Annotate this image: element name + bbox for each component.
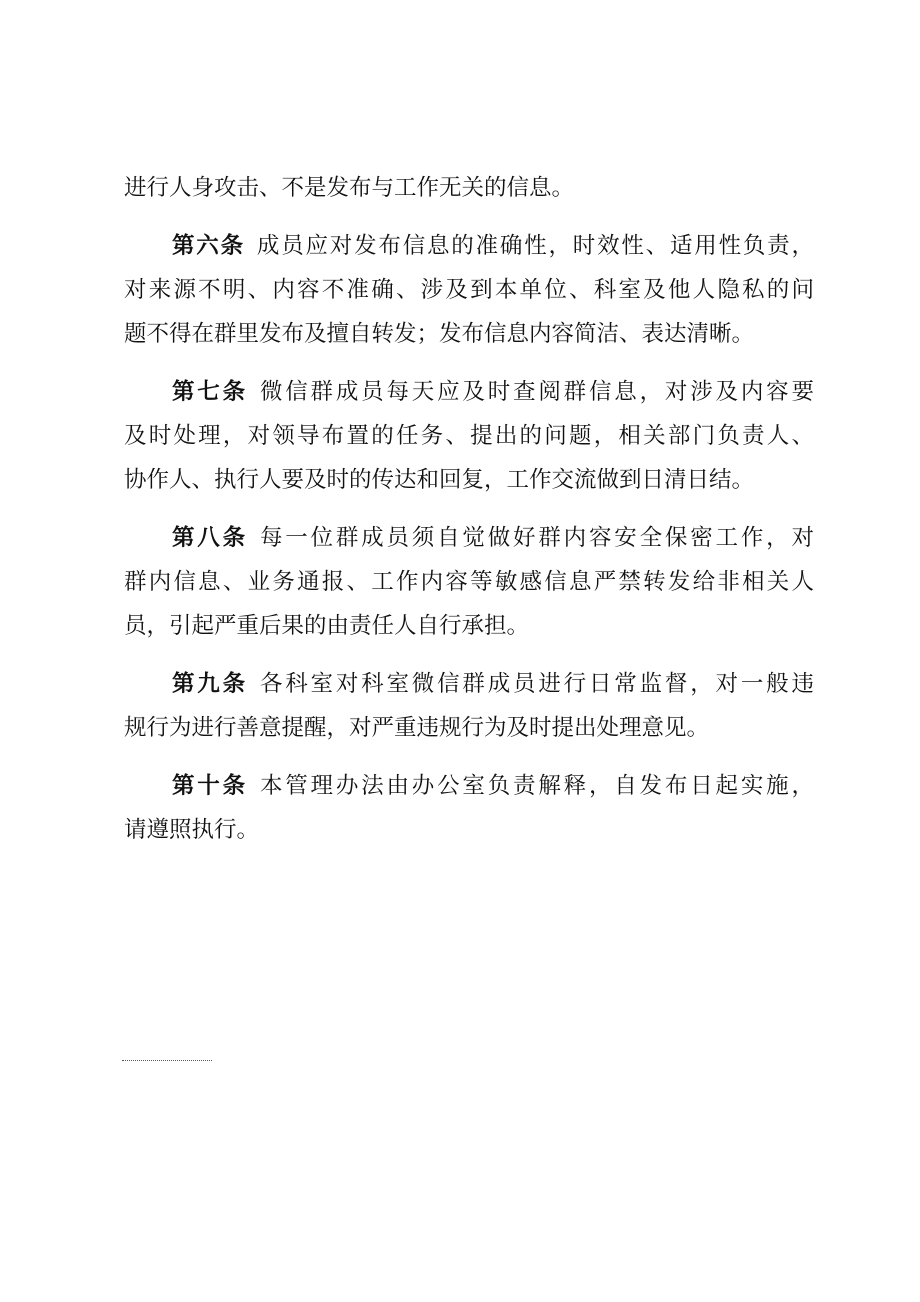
paragraph-gap <box>124 502 814 516</box>
article-ten <box>124 764 814 852</box>
article-eight <box>124 516 814 648</box>
paragraph-gap <box>124 356 814 370</box>
article-ten-line-1 <box>124 764 814 808</box>
article-six-line-2: 对来源不明、内容不准确、涉及到本单位、科室及他人隐私的问 <box>124 277 814 303</box>
article-seven-text-1: 微信群成员每天应及时查阅群信息，对涉及内容要 <box>259 379 814 405</box>
paragraph-gap <box>124 210 814 224</box>
article-six <box>124 224 814 356</box>
lead-line: 进行人身攻击、不是发布与工作无关的信息。 <box>124 175 575 201</box>
article-eight-text-1: 每一位群成员须自觉做好群内容安全保密工作，对 <box>259 525 814 551</box>
article-seven-line-3: 协作人、执行人要及时的传达和回复，工作交流做到日清日结。 <box>124 467 755 493</box>
article-seven-line-1 <box>124 370 814 414</box>
article-seven <box>124 370 814 502</box>
article-nine-line-1 <box>124 662 814 706</box>
document-body <box>124 166 814 852</box>
article-eight-heading: 第八条 <box>172 525 248 551</box>
article-ten-heading: 第十条 <box>172 773 248 799</box>
article-eight-line-3: 员，引起严重后果的由责任人自行承担。 <box>124 613 530 639</box>
article-six-text-1: 成员应对发布信息的准确性，时效性、适用性负责， <box>256 233 814 259</box>
article-nine-line-2: 规行为进行善意提醒，对严重违规行为及时提出处理意见。 <box>124 715 710 741</box>
article-seven-line-2: 及时处理，对领导布置的任务、提出的问题，相关部门负责人、 <box>124 423 814 449</box>
article-nine-text-1: 各科室对科室微信群成员进行日常监督，对一般违 <box>259 671 814 697</box>
footnote-separator <box>122 1060 212 1061</box>
article-six-line-1 <box>124 224 814 268</box>
article-ten-text-1: 本管理办法由办公室负责解释，自发布日起实施， <box>259 773 814 799</box>
article-seven-heading: 第七条 <box>172 379 248 405</box>
article-ten-line-2: 请遵照执行。 <box>124 817 260 843</box>
paragraph-gap <box>124 648 814 662</box>
paragraph-gap <box>124 750 814 764</box>
article-six-line-3: 题不得在群里发布及擅自转发；发布信息内容简洁、表达清晰。 <box>124 321 755 347</box>
article-nine-heading: 第九条 <box>172 671 248 697</box>
article-nine <box>124 662 814 750</box>
article-eight-line-2: 群内信息、业务通报、工作内容等敏感信息严禁转发给非相关人 <box>124 569 814 595</box>
article-six-heading: 第六条 <box>172 233 245 259</box>
article-eight-line-1 <box>124 516 814 560</box>
